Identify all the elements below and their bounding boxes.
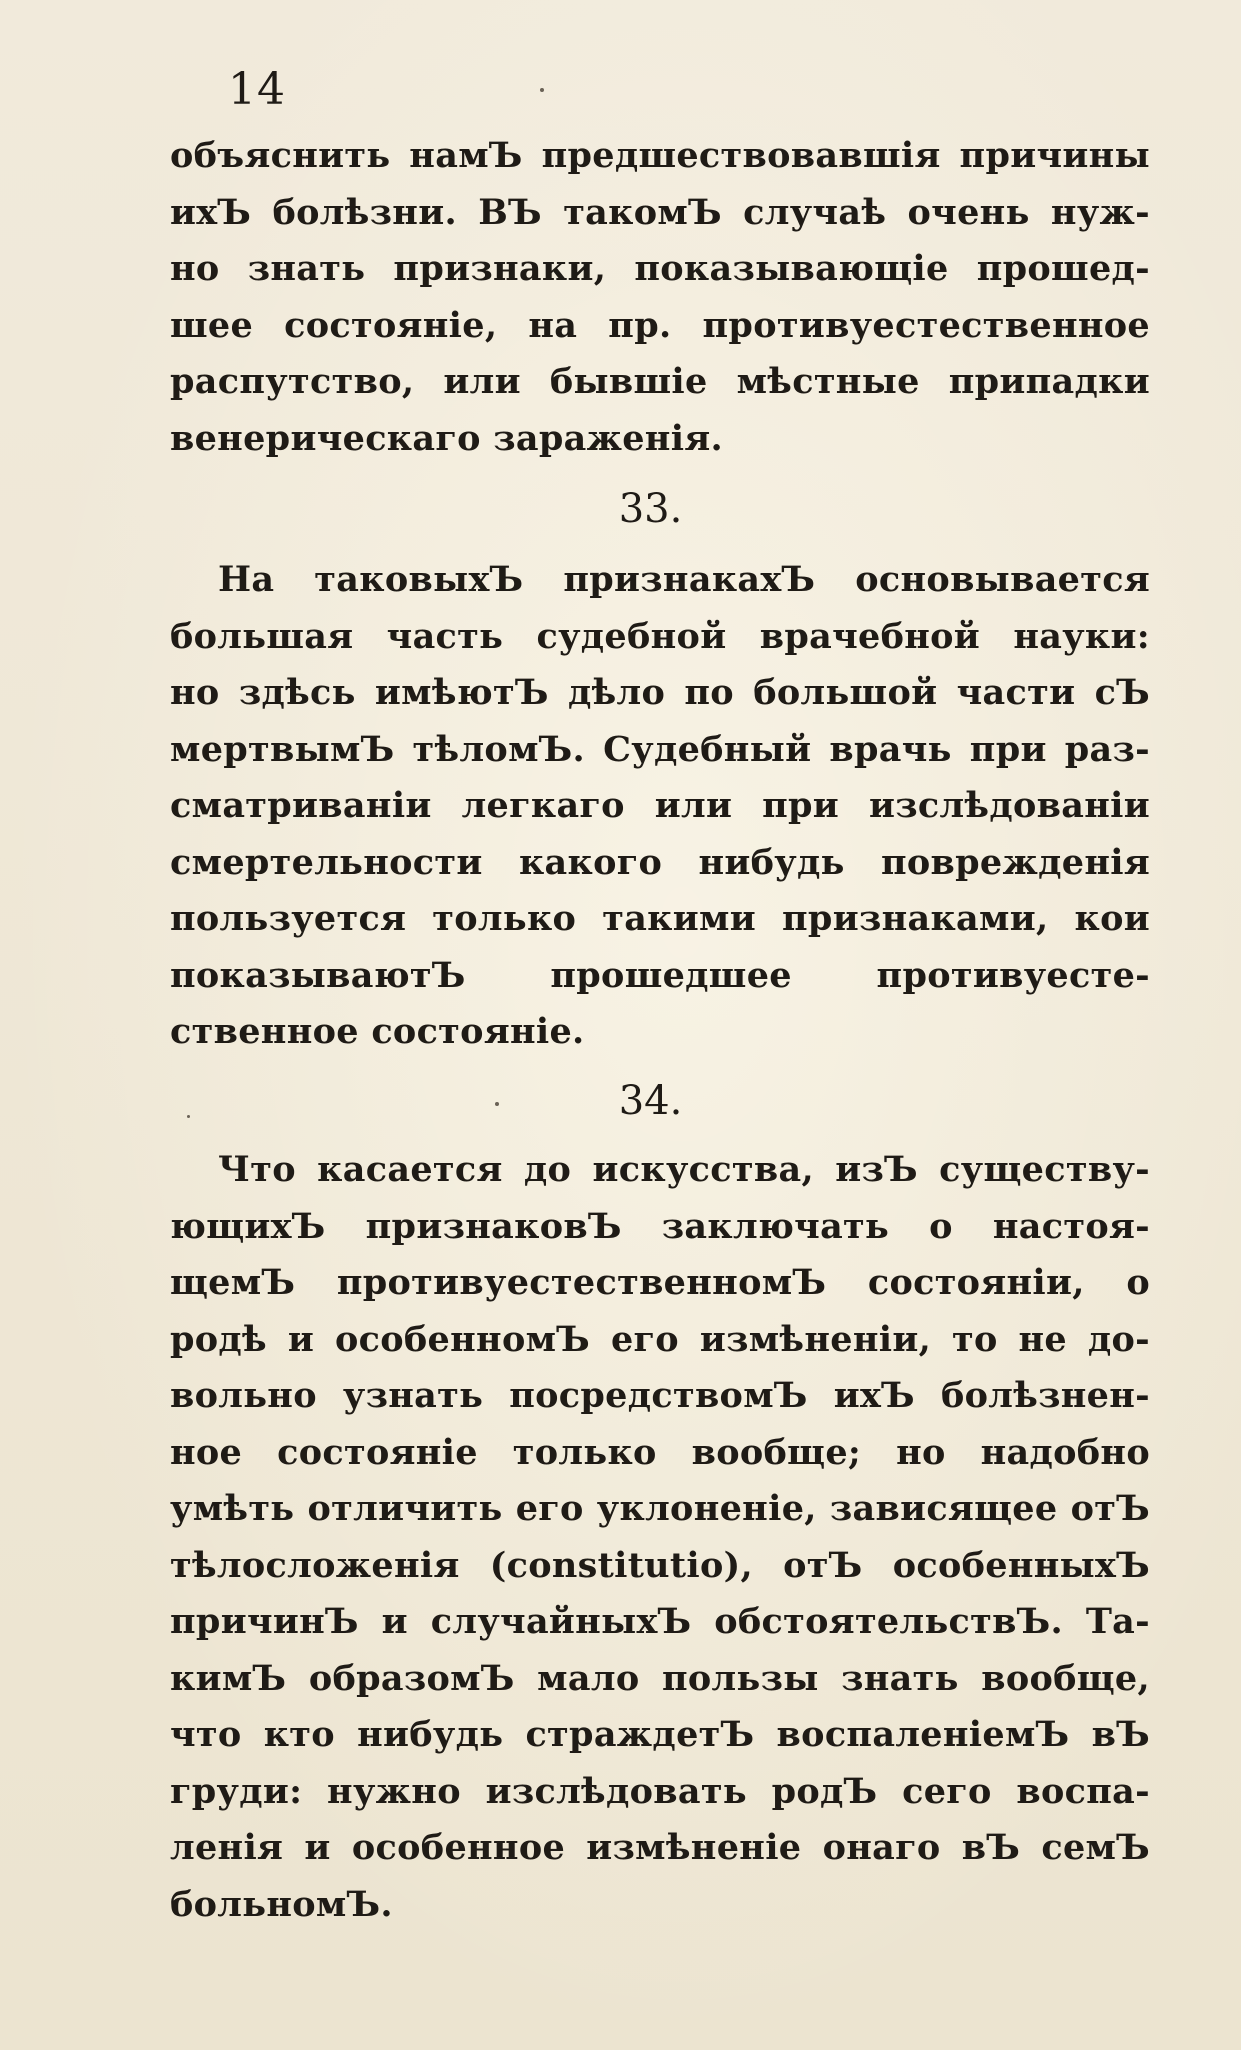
text-line: больномЪ. — [170, 1883, 393, 1925]
paragraph-section-33 — [170, 552, 1150, 1061]
section-number-33: 33. — [618, 486, 683, 532]
paper-speck — [540, 88, 544, 92]
paragraph-section-34 — [170, 1142, 1150, 1933]
text-line: смертельности какого нибудь поврежденія — [170, 841, 1150, 883]
text-line: распутство, или бывшіе мѣстные припадки — [170, 361, 1150, 402]
text-line: ющихЪ признаковЪ заключать о настоя- — [170, 1205, 1150, 1247]
text-line: мертвымЪ тѣломЪ. Судебный врачь при раз- — [170, 728, 1150, 770]
text-line: большая часть судебной врачебной науки: — [170, 615, 1150, 657]
text-line: родѣ и особенномЪ его измѣненіи, то не до- — [170, 1318, 1150, 1360]
paragraph-continued — [170, 128, 1150, 467]
text-line: Что касается до искусства, изЪ существу- — [218, 1149, 1150, 1190]
text-line: груди: нужно изслѣдовать родЪ сего воспа- — [170, 1770, 1150, 1812]
text-line: ихЪ болѣзни. ВЪ такомЪ случаѣ очень нуж- — [170, 191, 1150, 233]
text-line: объяснить намЪ предшествовавшія причины — [170, 135, 1150, 176]
text-line: сматриваніи легкаго или при изслѣдованіи — [170, 785, 1150, 826]
text-line: но знать признаки, показывающіе прошед- — [170, 248, 1150, 289]
section-number-34: 34. — [618, 1078, 683, 1124]
text-line: но здѣсь имѣютЪ дѣло по большой части сЪ — [170, 672, 1150, 713]
text-line: шее состояніе, на пр. противуестественное — [170, 304, 1150, 346]
text-line: кимЪ образомЪ мало пользы знать вообще, — [170, 1657, 1150, 1699]
text-line: что кто нибудь страждетЪ воспаленіемЪ вЪ — [170, 1714, 1150, 1755]
text-line: умѣть отличить его уклоненіе, зависящее отЪ — [170, 1488, 1150, 1529]
text-line: причинЪ и случайныхЪ обстоятельствЪ. Та- — [170, 1601, 1150, 1642]
text-line: показываютЪ прошедшее противуесте- — [170, 954, 1150, 996]
paper-speck — [187, 1115, 190, 1118]
text-line: вольно узнать посредствомЪ ихЪ болѣзнен- — [170, 1375, 1150, 1416]
text-line: ное состояніе только вообще; но надобно — [170, 1431, 1150, 1473]
text-line: На таковыхЪ признакахЪ основывается — [218, 559, 1150, 600]
text-line: щемЪ противуестественномЪ состояніи, о — [170, 1262, 1150, 1303]
text-line: ленія и особенное измѣненіе онаго вЪ семЪ — [170, 1827, 1150, 1868]
text-line: ственное состояніе. — [170, 1011, 585, 1052]
page-number: 14 — [228, 64, 286, 115]
text-line: пользуется только такими признаками, кои — [170, 898, 1150, 939]
text-line: венерическаго зараженія. — [170, 417, 723, 459]
text-line: тѣлосложенія (constitutio), отЪ особенныхЪ — [170, 1544, 1150, 1586]
paper-speck — [495, 1102, 499, 1106]
